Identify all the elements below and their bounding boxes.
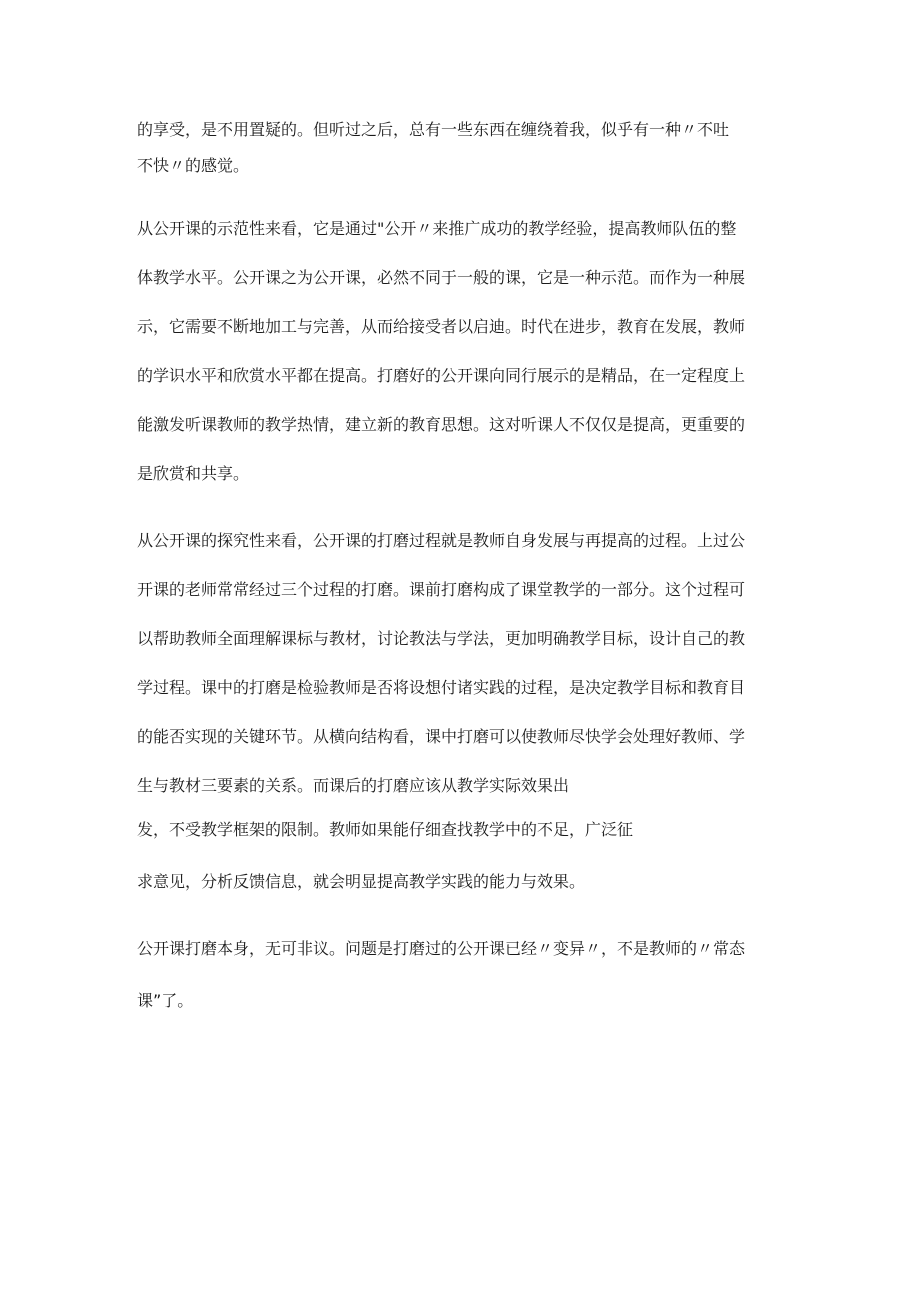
- text-line: 是欣赏和共享。: [137, 464, 250, 483]
- text-line: 学过程。课中的打磨是检验教师是否将设想付诸实践的过程，是决定教学目标和教育目: [137, 678, 746, 697]
- text-line: 开课的老师常常经过三个过程的打磨。课前打磨构成了课堂教学的一部分。这个过程可: [137, 580, 746, 599]
- text-line: 示，它需要不断地加工与完善，从而给接受者以启迪。时代在进步，教育在发展，教师: [137, 317, 746, 336]
- paragraph-4: [137, 931, 787, 1035]
- paragraph-3-continued: [137, 812, 787, 916]
- text-line: 发，不受教学框架的限制。教师如果能仔细查找教学中的不足，广泛征: [137, 820, 634, 839]
- paragraph-1: [137, 112, 787, 184]
- paragraph-2: [137, 211, 787, 505]
- text-line: 体教学水平。公开课之为公开课，必然不同于一般的课，它是一种示范。而作为一种展: [137, 268, 746, 287]
- text-line: 以帮助教师全面理解课标与教材，讨论教法与学法，更加明确教学目标，设计自己的教: [137, 629, 746, 648]
- text-line: 课”了。: [137, 991, 194, 1010]
- text-line: 的能否实现的关键环节。从横向结构看，课中打磨可以使教师尽快学会处理好教师、学: [137, 727, 746, 746]
- text-line: 能激发听课教师的教学热情，建立新的教育思想。这对听课人不仅仅是提高，更重要的: [137, 415, 746, 434]
- text-line: 生与教材三要素的关系。而课后的打磨应该从教学实际效果出: [137, 776, 570, 795]
- text-line: 的享受，是不用置疑的。但听过之后，总有一些东西在缠绕着我，似乎有一种〃不吐: [137, 120, 730, 139]
- paragraph-3: [137, 523, 787, 817]
- text-line: 的学识水平和欣赏水平都在提高。打磨好的公开课向同行展示的是精品，在一定程度上: [137, 366, 746, 385]
- text-line: 公开课打磨本身，无可非议。问题是打磨过的公开课已经〃变异〃，不是教师的〃常态: [137, 939, 746, 958]
- text-line: 不快〃的感觉。: [137, 156, 250, 175]
- text-line: 从公开课的示范性来看，它是通过"公开〃来推广成功的教学经验，提高教师队伍的整: [137, 219, 737, 238]
- text-line: 求意见，分析反馈信息，就会明显提高教学实践的能力与效果。: [137, 872, 586, 891]
- text-line: 从公开课的探究性来看，公开课的打磨过程就是教师自身发展与再提高的过程。上过公: [137, 531, 746, 550]
